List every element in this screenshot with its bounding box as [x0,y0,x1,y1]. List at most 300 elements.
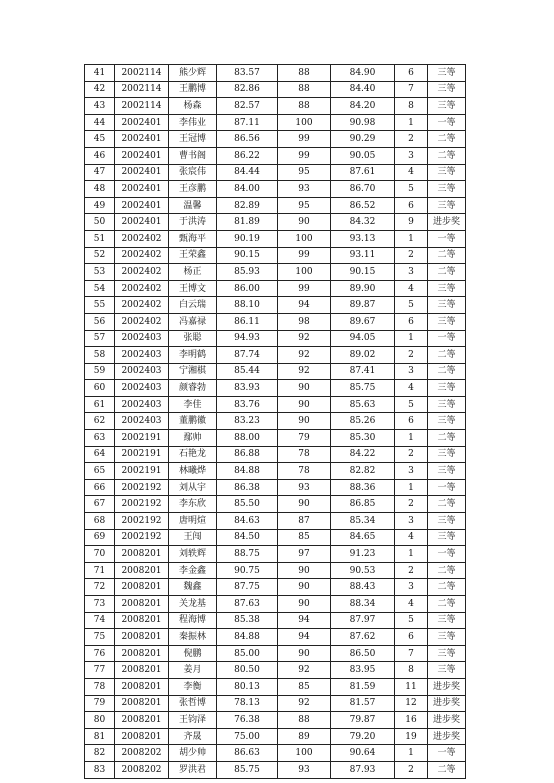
table-row [85,479,466,496]
score-1-cell: 90.19 [217,230,278,247]
total-score-cell: 87.41 [331,363,395,380]
student-name-cell: 石艳龙 [169,446,217,463]
score-1-cell: 84.44 [217,164,278,181]
total-score-cell: 84.65 [331,529,395,546]
student-name-cell: 杨森 [169,98,217,115]
award-cell: 三等 [428,662,466,679]
award-cell: 三等 [428,513,466,530]
score-2-cell: 88 [278,98,331,115]
student-name-cell: 董鹏徽 [169,413,217,430]
class-id-cell: 2002403 [115,380,169,397]
table-row [85,728,466,745]
total-score-cell: 90.05 [331,147,395,164]
award-cell: 三等 [428,629,466,646]
row-index-cell: 75 [85,629,115,646]
student-name-cell: 李伟业 [169,114,217,131]
total-score-cell: 84.32 [331,214,395,231]
award-cell: 二等 [428,363,466,380]
total-score-cell: 90.64 [331,745,395,762]
table-row [85,264,466,281]
table-row [85,247,466,264]
class-id-cell: 2008201 [115,596,169,613]
rank-cell: 6 [395,197,428,214]
award-cell: 二等 [428,247,466,264]
table-row [85,181,466,198]
table-row [85,446,466,463]
table-row [85,164,466,181]
award-cell: 二等 [428,430,466,447]
score-2-cell: 92 [278,330,331,347]
rank-cell: 1 [395,479,428,496]
score-1-cell: 83.57 [217,65,278,82]
table-row [85,662,466,679]
rank-cell: 12 [395,695,428,712]
total-score-cell: 89.67 [331,313,395,330]
rank-cell: 2 [395,247,428,264]
rank-cell: 8 [395,662,428,679]
total-score-cell: 89.02 [331,347,395,364]
award-cell: 进步奖 [428,678,466,695]
award-cell: 一等 [428,745,466,762]
score-2-cell: 85 [278,529,331,546]
class-id-cell: 2002401 [115,131,169,148]
score-2-cell: 94 [278,297,331,314]
score-2-cell: 88 [278,712,331,729]
row-index-cell: 44 [85,114,115,131]
rank-cell: 3 [395,147,428,164]
rank-cell: 1 [395,330,428,347]
total-score-cell: 81.57 [331,695,395,712]
table-row [85,712,466,729]
total-score-cell: 90.98 [331,114,395,131]
row-index-cell: 53 [85,264,115,281]
rank-cell: 8 [395,98,428,115]
rank-cell: 3 [395,513,428,530]
score-2-cell: 92 [278,363,331,380]
row-index-cell: 43 [85,98,115,115]
class-id-cell: 2008201 [115,579,169,596]
row-index-cell: 59 [85,363,115,380]
score-2-cell: 90 [278,645,331,662]
class-id-cell: 2008201 [115,629,169,646]
award-cell: 三等 [428,81,466,98]
class-id-cell: 2008201 [115,562,169,579]
row-index-cell: 47 [85,164,115,181]
score-2-cell: 90 [278,579,331,596]
score-2-cell: 78 [278,463,331,480]
class-id-cell: 2008202 [115,761,169,778]
document-page [84,64,466,779]
score-1-cell: 87.63 [217,596,278,613]
score-2-cell: 90 [278,596,331,613]
row-index-cell: 74 [85,612,115,629]
class-id-cell: 2002192 [115,496,169,513]
table-row [85,65,466,82]
table-row [85,529,466,546]
table-row [85,98,466,115]
total-score-cell: 85.75 [331,380,395,397]
score-1-cell: 76.38 [217,712,278,729]
award-cell: 三等 [428,197,466,214]
student-name-cell: 刘从宇 [169,479,217,496]
student-name-cell: 张聪 [169,330,217,347]
score-table [84,64,466,779]
score-2-cell: 93 [278,181,331,198]
award-cell: 一等 [428,330,466,347]
class-id-cell: 2008201 [115,712,169,729]
award-cell: 三等 [428,164,466,181]
row-index-cell: 60 [85,380,115,397]
table-row [85,745,466,762]
rank-cell: 2 [395,131,428,148]
score-1-cell: 85.50 [217,496,278,513]
score-2-cell: 94 [278,612,331,629]
total-score-cell: 83.95 [331,662,395,679]
score-2-cell: 90 [278,396,331,413]
student-name-cell: 王博文 [169,280,217,297]
score-1-cell: 90.15 [217,247,278,264]
row-index-cell: 62 [85,413,115,430]
score-1-cell: 81.89 [217,214,278,231]
rank-cell: 2 [395,446,428,463]
score-1-cell: 87.75 [217,579,278,596]
student-name-cell: 王彦鹏 [169,181,217,198]
score-2-cell: 99 [278,131,331,148]
total-score-cell: 88.36 [331,479,395,496]
rank-cell: 5 [395,181,428,198]
award-cell: 三等 [428,645,466,662]
student-name-cell: 王荣鑫 [169,247,217,264]
table-row [85,330,466,347]
total-score-cell: 90.29 [331,131,395,148]
score-1-cell: 86.11 [217,313,278,330]
table-row [85,678,466,695]
score-2-cell: 90 [278,413,331,430]
score-2-cell: 79 [278,430,331,447]
class-id-cell: 2002401 [115,214,169,231]
total-score-cell: 86.70 [331,181,395,198]
rank-cell: 11 [395,678,428,695]
row-index-cell: 66 [85,479,115,496]
award-cell: 二等 [428,579,466,596]
total-score-cell: 84.20 [331,98,395,115]
score-1-cell: 85.00 [217,645,278,662]
row-index-cell: 71 [85,562,115,579]
score-1-cell: 84.00 [217,181,278,198]
award-cell: 三等 [428,280,466,297]
total-score-cell: 88.43 [331,579,395,596]
total-score-cell: 84.22 [331,446,395,463]
table-row [85,546,466,563]
class-id-cell: 2008201 [115,645,169,662]
rank-cell: 3 [395,264,428,281]
total-score-cell: 85.30 [331,430,395,447]
table-row [85,297,466,314]
class-id-cell: 2002402 [115,230,169,247]
score-1-cell: 75.00 [217,728,278,745]
award-cell: 进步奖 [428,214,466,231]
row-index-cell: 77 [85,662,115,679]
table-row [85,380,466,397]
award-cell: 二等 [428,496,466,513]
class-id-cell: 2002114 [115,65,169,82]
score-1-cell: 82.57 [217,98,278,115]
award-cell: 进步奖 [428,728,466,745]
rank-cell: 4 [395,596,428,613]
score-1-cell: 87.11 [217,114,278,131]
rank-cell: 5 [395,612,428,629]
score-1-cell: 87.74 [217,347,278,364]
score-1-cell: 90.75 [217,562,278,579]
score-2-cell: 88 [278,65,331,82]
student-name-cell: 李东欣 [169,496,217,513]
score-1-cell: 84.88 [217,629,278,646]
score-2-cell: 90 [278,214,331,231]
class-id-cell: 2002403 [115,413,169,430]
award-cell: 三等 [428,413,466,430]
row-index-cell: 70 [85,546,115,563]
row-index-cell: 80 [85,712,115,729]
rank-cell: 1 [395,430,428,447]
score-1-cell: 84.63 [217,513,278,530]
row-index-cell: 81 [85,728,115,745]
rank-cell: 1 [395,546,428,563]
table-row [85,396,466,413]
score-1-cell: 84.50 [217,529,278,546]
class-id-cell: 2002114 [115,81,169,98]
score-1-cell: 85.93 [217,264,278,281]
table-row [85,430,466,447]
class-id-cell: 2008202 [115,745,169,762]
row-index-cell: 49 [85,197,115,214]
award-cell: 二等 [428,596,466,613]
class-id-cell: 2002401 [115,114,169,131]
class-id-cell: 2008201 [115,678,169,695]
score-1-cell: 78.13 [217,695,278,712]
table-row [85,131,466,148]
score-1-cell: 80.13 [217,678,278,695]
student-name-cell: 于洪涛 [169,214,217,231]
row-index-cell: 61 [85,396,115,413]
score-1-cell: 80.50 [217,662,278,679]
score-2-cell: 99 [278,247,331,264]
score-2-cell: 98 [278,313,331,330]
rank-cell: 5 [395,297,428,314]
rank-cell: 3 [395,579,428,596]
rank-cell: 1 [395,114,428,131]
class-id-cell: 2002191 [115,446,169,463]
total-score-cell: 89.90 [331,280,395,297]
score-2-cell: 89 [278,728,331,745]
award-cell: 三等 [428,380,466,397]
score-2-cell: 95 [278,164,331,181]
score-2-cell: 85 [278,678,331,695]
student-name-cell: 关龙基 [169,596,217,613]
rank-cell: 2 [395,562,428,579]
student-name-cell: 罗洪君 [169,761,217,778]
score-2-cell: 90 [278,380,331,397]
total-score-cell: 87.93 [331,761,395,778]
score-2-cell: 100 [278,745,331,762]
score-1-cell: 86.56 [217,131,278,148]
total-score-cell: 87.61 [331,164,395,181]
score-1-cell: 88.75 [217,546,278,563]
class-id-cell: 2002191 [115,430,169,447]
class-id-cell: 2002402 [115,247,169,264]
score-1-cell: 86.88 [217,446,278,463]
score-2-cell: 78 [278,446,331,463]
student-name-cell: 王鹏博 [169,81,217,98]
row-index-cell: 64 [85,446,115,463]
award-cell: 二等 [428,347,466,364]
table-row [85,496,466,513]
rank-cell: 6 [395,629,428,646]
student-name-cell: 杨正 [169,264,217,281]
score-2-cell: 97 [278,546,331,563]
score-2-cell: 90 [278,562,331,579]
award-cell: 三等 [428,396,466,413]
rank-cell: 4 [395,280,428,297]
award-cell: 三等 [428,529,466,546]
score-2-cell: 100 [278,114,331,131]
rank-cell: 4 [395,380,428,397]
award-cell: 三等 [428,446,466,463]
rank-cell: 2 [395,761,428,778]
score-2-cell: 99 [278,280,331,297]
table-row [85,413,466,430]
class-id-cell: 2002192 [115,513,169,530]
class-id-cell: 2002191 [115,463,169,480]
award-cell: 二等 [428,147,466,164]
rank-cell: 9 [395,214,428,231]
student-name-cell: 熊少辉 [169,65,217,82]
score-1-cell: 85.44 [217,363,278,380]
total-score-cell: 79.20 [331,728,395,745]
award-cell: 二等 [428,131,466,148]
row-index-cell: 65 [85,463,115,480]
score-1-cell: 85.75 [217,761,278,778]
award-cell: 二等 [428,562,466,579]
award-cell: 三等 [428,98,466,115]
award-cell: 三等 [428,181,466,198]
student-name-cell: 秦振林 [169,629,217,646]
total-score-cell: 85.26 [331,413,395,430]
score-2-cell: 92 [278,662,331,679]
row-index-cell: 57 [85,330,115,347]
student-name-cell: 曹书阁 [169,147,217,164]
row-index-cell: 69 [85,529,115,546]
student-name-cell: 白云瑞 [169,297,217,314]
table-row [85,81,466,98]
total-score-cell: 93.11 [331,247,395,264]
class-id-cell: 2002192 [115,479,169,496]
score-1-cell: 82.86 [217,81,278,98]
row-index-cell: 52 [85,247,115,264]
class-id-cell: 2002401 [115,181,169,198]
student-name-cell: 宁湘棋 [169,363,217,380]
table-row [85,612,466,629]
student-name-cell: 倪鹏 [169,645,217,662]
score-2-cell: 100 [278,230,331,247]
class-id-cell: 2002403 [115,363,169,380]
rank-cell: 6 [395,413,428,430]
row-index-cell: 42 [85,81,115,98]
rank-cell: 16 [395,712,428,729]
class-id-cell: 2002401 [115,197,169,214]
rank-cell: 7 [395,81,428,98]
class-id-cell: 2008201 [115,728,169,745]
total-score-cell: 91.23 [331,546,395,563]
student-name-cell: 李金鑫 [169,562,217,579]
score-2-cell: 95 [278,197,331,214]
score-1-cell: 88.10 [217,297,278,314]
table-row [85,147,466,164]
table-row [85,197,466,214]
rank-cell: 1 [395,230,428,247]
table-row [85,596,466,613]
rank-cell: 6 [395,313,428,330]
student-name-cell: 温馨 [169,197,217,214]
total-score-cell: 90.15 [331,264,395,281]
row-index-cell: 58 [85,347,115,364]
total-score-cell: 86.85 [331,496,395,513]
total-score-cell: 87.62 [331,629,395,646]
student-name-cell: 王闯 [169,529,217,546]
table-row [85,280,466,297]
table-row [85,695,466,712]
student-name-cell: 姜月 [169,662,217,679]
row-index-cell: 45 [85,131,115,148]
student-name-cell: 林曦烨 [169,463,217,480]
row-index-cell: 46 [85,147,115,164]
row-index-cell: 48 [85,181,115,198]
student-name-cell: 魏鑫 [169,579,217,596]
student-name-cell: 程海博 [169,612,217,629]
table-row [85,579,466,596]
total-score-cell: 84.90 [331,65,395,82]
class-id-cell: 2002192 [115,529,169,546]
student-name-cell: 冯嘉禄 [169,313,217,330]
award-cell: 一等 [428,230,466,247]
score-1-cell: 86.00 [217,280,278,297]
student-name-cell: 颜睿勃 [169,380,217,397]
table-row [85,513,466,530]
award-cell: 一等 [428,479,466,496]
total-score-cell: 84.40 [331,81,395,98]
table-body [85,65,466,779]
class-id-cell: 2008201 [115,695,169,712]
score-1-cell: 83.23 [217,413,278,430]
award-cell: 三等 [428,313,466,330]
score-2-cell: 92 [278,695,331,712]
award-cell: 三等 [428,297,466,314]
row-index-cell: 79 [85,695,115,712]
score-1-cell: 85.38 [217,612,278,629]
score-2-cell: 87 [278,513,331,530]
award-cell: 一等 [428,546,466,563]
row-index-cell: 68 [85,513,115,530]
student-name-cell: 齐晟 [169,728,217,745]
score-1-cell: 86.63 [217,745,278,762]
rank-cell: 3 [395,463,428,480]
award-cell: 三等 [428,612,466,629]
total-score-cell: 90.53 [331,562,395,579]
score-1-cell: 84.88 [217,463,278,480]
row-index-cell: 83 [85,761,115,778]
score-2-cell: 88 [278,81,331,98]
score-1-cell: 94.93 [217,330,278,347]
score-2-cell: 92 [278,347,331,364]
